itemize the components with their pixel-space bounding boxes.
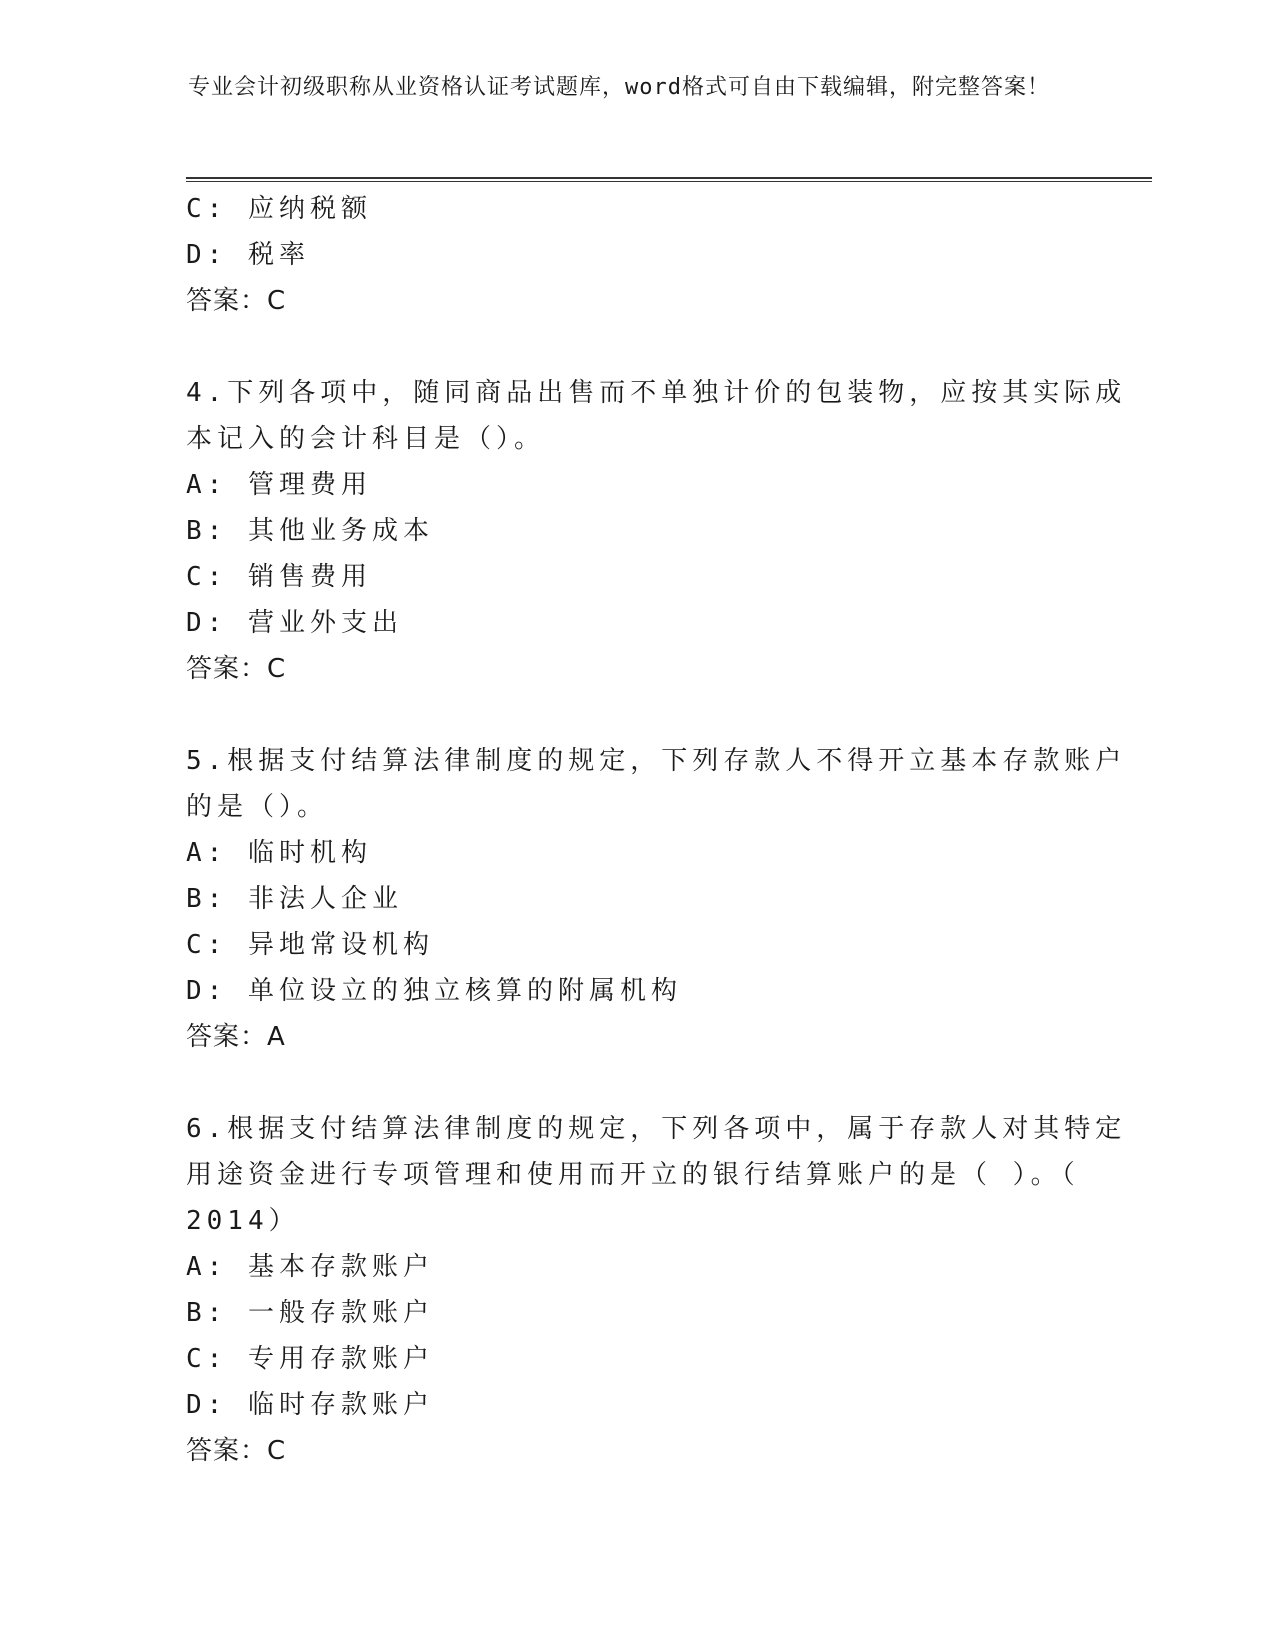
option-a: A: 基本存款账户 — [186, 1252, 434, 1282]
option-b: B: 一般存款账户 — [186, 1298, 434, 1328]
question-text: 4.下列各项中，随同商品出售而不单独计价的包装物，应按其实际成 — [186, 378, 1127, 408]
page-header: 专业会计初级职称从业资格认证考试题库，word格式可自由下载编辑，附完整答案！ — [188, 75, 1050, 100]
option-b: B: 其他业务成本 — [186, 516, 434, 546]
question-text: 本记入的会计科目是（）。 — [186, 424, 546, 454]
question-content — [186, 186, 1127, 1474]
option-c: C: 异地常设机构 — [186, 930, 434, 960]
header-divider — [186, 177, 1152, 182]
question-text: 5.根据支付结算法律制度的规定，下列存款人不得开立基本存款账户 — [186, 746, 1127, 776]
answer: 答案：A — [186, 1022, 286, 1052]
question-4 — [186, 370, 1127, 692]
option-a: A: 临时机构 — [186, 838, 372, 868]
option-c: C: 应纳税额 — [186, 194, 372, 224]
option-c: C: 专用存款账户 — [186, 1344, 434, 1374]
option-d: D: 税率 — [186, 240, 310, 270]
option-d: D: 单位设立的独立核算的附属机构 — [186, 976, 682, 1006]
option-c: C: 销售费用 — [186, 562, 372, 592]
continued-question — [186, 186, 1086, 324]
answer: 答案：C — [186, 1436, 287, 1466]
option-a: A: 管理费用 — [186, 470, 372, 500]
option-d: D: 临时存款账户 — [186, 1390, 434, 1420]
question-5 — [186, 738, 1127, 1060]
option-b: B: 非法人企业 — [186, 884, 403, 914]
question-text: 6.根据支付结算法律制度的规定，下列各项中，属于存款人对其特定 — [186, 1114, 1127, 1144]
option-d: D: 营业外支出 — [186, 608, 403, 638]
question-6 — [186, 1106, 1127, 1474]
answer: 答案：C — [186, 286, 287, 316]
question-text: 2014） — [186, 1206, 300, 1236]
answer: 答案：C — [186, 654, 287, 684]
question-text: 的是（）。 — [186, 792, 329, 822]
question-text: 用途资金进行专项管理和使用而开立的银行结算账户的是（ ）。（ — [186, 1160, 1080, 1190]
